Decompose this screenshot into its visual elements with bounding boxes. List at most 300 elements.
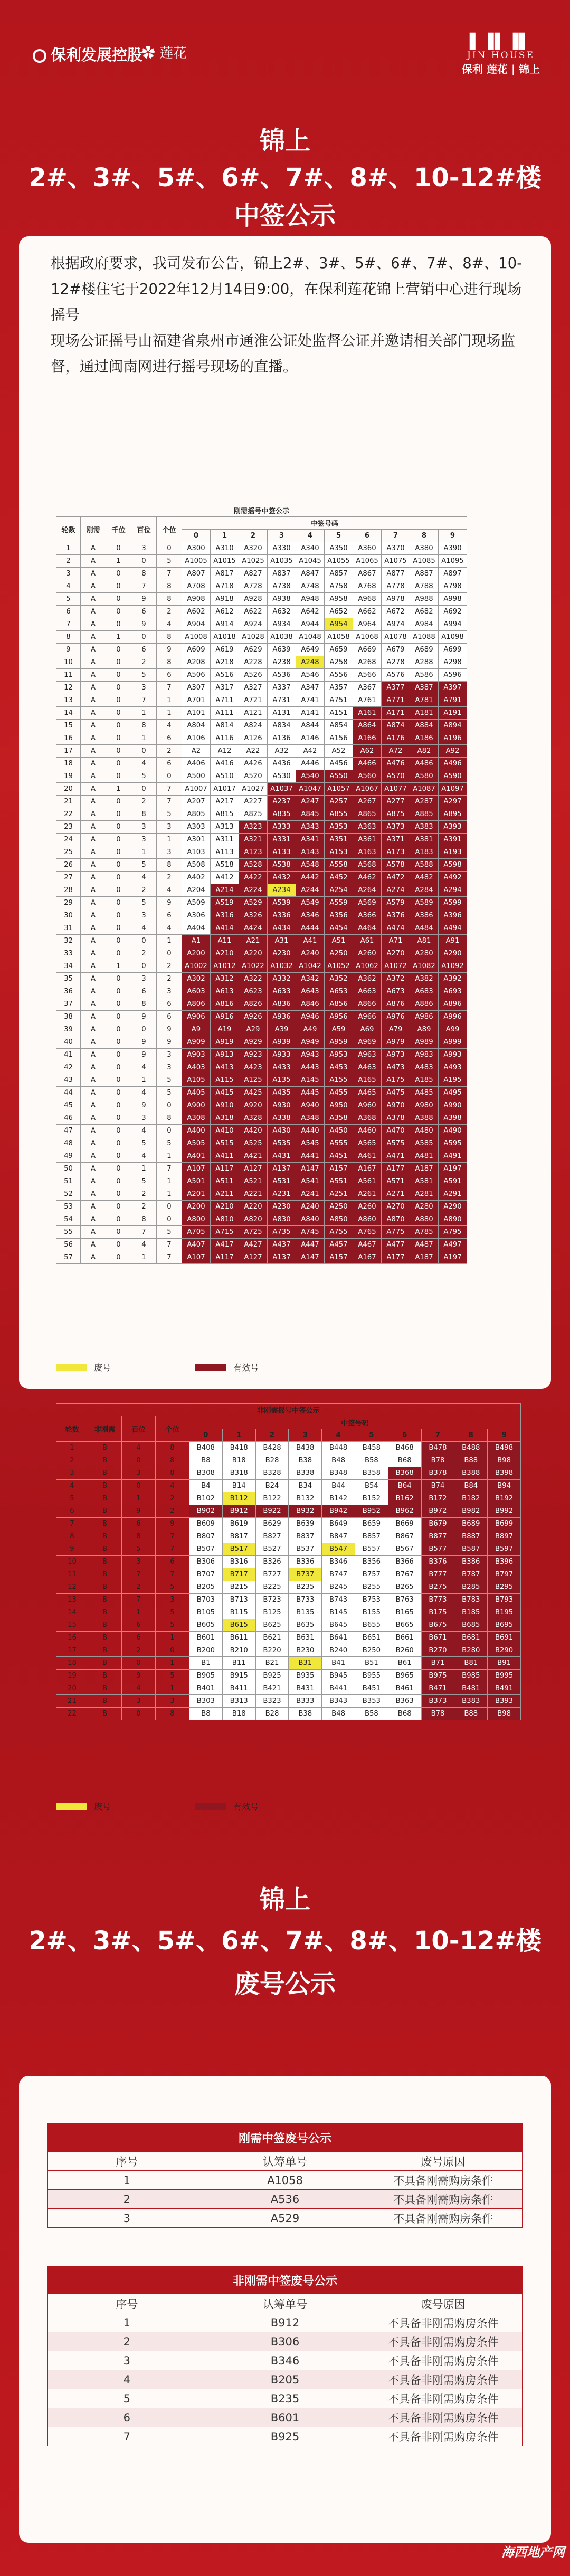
row-cell: 6 [122,1518,156,1530]
lottery-number-cell: B34 [289,1480,322,1492]
row-cell: 3 [131,909,157,922]
lottery-number-cell: A197 [439,1251,467,1264]
lottery-number-cell: B478 [421,1442,454,1454]
lottery-number-cell: B353 [355,1695,388,1708]
table-row [56,834,467,846]
row-cell: 8 [157,656,182,669]
lottery-number-cell: A814 [211,720,239,732]
lottery-number-cell: A949 [296,1036,325,1049]
lottery-number-cell: A425 [239,1087,268,1099]
row-cell: 5 [56,593,81,606]
table-row [56,1049,467,1061]
row-cell: 0 [157,770,182,783]
lottery-number-cell: A580 [410,770,439,783]
lottery-number-cell: A446 [296,758,325,770]
row-cell: 7 [157,1163,182,1175]
table-row [56,1581,521,1594]
lottery-number-cell: B491 [488,1682,521,1695]
lottery-number-cell: A421 [239,1150,268,1163]
lottery-number-cell: A224 [239,884,268,897]
row-cell: 2 [56,555,81,568]
table-row [56,758,467,770]
lottery-number-cell: A765 [353,1226,382,1239]
row-cell: 26 [56,859,81,872]
lottery-number-cell: A59 [325,1023,353,1036]
row-cell: 4 [131,922,157,935]
row-cell: A [81,1137,106,1150]
lottery-number-cell: A689 [410,644,439,656]
lottery-number-cell: A827 [239,568,268,580]
lottery-number-cell: A280 [410,947,439,960]
lottery-number-cell: B240 [322,1644,355,1657]
announcement-para-2: 现场公证摇号由福建省泉州市通淮公证处监督公证并邀请相关部门现场监督，通过闽南网进行摇号现场的直播。 [51,332,515,375]
lottery-number-cell: A990 [439,1099,467,1112]
row-cell: 8 [131,808,157,821]
lottery-number-cell: A876 [382,998,410,1011]
lottery-number-cell: A589 [410,897,439,909]
waste-cell: B306 [206,2332,364,2351]
lottery-number-cell: B401 [189,1682,223,1695]
lottery-number-cell: A362 [353,973,382,985]
table-row [56,973,467,985]
table-row [56,707,467,720]
lottery-number-cell: A1045 [296,555,325,568]
lottery-number-cell: A711 [211,694,239,707]
lottery-number-cell: A238 [268,656,296,669]
lottery-number-cell: A546 [296,669,325,682]
lottery-number-cell: B303 [189,1695,223,1708]
lottery-number-cell: A442 [296,872,325,884]
lottery-number-cell: A923 [239,1049,268,1061]
row-cell: 6 [157,732,182,745]
lottery-number-cell: A906 [182,1011,211,1023]
lottery-number-cell: A431 [268,1150,296,1163]
lottery-number-cell: B877 [421,1530,454,1543]
waste-cell: 不具备非刚需购房条件 [364,2332,522,2351]
lottery-number-cell: A133 [268,846,296,859]
lottery-number-cell: B88 [454,1454,488,1467]
row-cell: 7 [156,1530,189,1543]
row-cell: 1 [157,1150,182,1163]
lottery-number-cell: A373 [382,821,410,834]
lottery-number-cell: A435 [268,1087,296,1099]
row-cell: 4 [157,922,182,935]
lottery-number-cell: B98 [488,1454,521,1467]
lottery-number-cell: B743 [322,1594,355,1606]
lottery-number-cell: B952 [355,1505,388,1518]
lottery-number-cell: A1 [182,935,211,947]
table-row [56,1530,521,1543]
row-cell: 39 [56,1023,81,1036]
lottery-number-cell: A1097 [439,783,467,796]
sec1-line3: 中签公示 [234,201,336,231]
row-cell: 8 [157,631,182,644]
lottery-number-cell: A423 [239,1061,268,1074]
lottery-number-cell: B48 [322,1454,355,1467]
lottery-number-cell: A820 [239,1213,268,1226]
table-row [56,796,467,808]
lottery-number-cell: A221 [239,1188,268,1201]
row-cell: B [88,1505,122,1518]
table-row [56,1556,521,1568]
row-cell: A [81,796,106,808]
waste-number-cell: A234 [268,884,296,897]
lottery-number-cell: A485 [410,1087,439,1099]
table-row [56,947,467,960]
lottery-number-cell: A228 [239,656,268,669]
lottery-number-cell: A568 [353,859,382,872]
lottery-number-cell: A274 [382,884,410,897]
waste-row [48,2370,522,2389]
legend-valid-label: 有效号 [233,1363,259,1373]
lottery-number-cell: A953 [325,1049,353,1061]
waste-header-row [48,2294,522,2313]
table-row [56,593,467,606]
lottery-number-cell: B458 [355,1442,388,1454]
row-cell: 9 [157,1023,182,1036]
lottery-number-cell: A1087 [410,783,439,796]
lottery-number-cell: A121 [239,707,268,720]
table-row [56,1644,521,1657]
lottery-number-cell: A92 [439,745,467,758]
lottery-number-cell: A518 [211,859,239,872]
row-cell: 1 [156,1657,189,1670]
lottery-number-cell: A390 [439,542,467,555]
lottery-number-cell: A284 [410,884,439,897]
lottery-number-cell: B451 [355,1682,388,1695]
lottery-number-cell: A31 [268,935,296,947]
lottery-number-cell: A113 [211,846,239,859]
waste-cell: 6 [48,2408,206,2427]
row-cell: 3 [131,973,157,985]
row-cell: 6 [157,909,182,922]
row-cell: B [88,1530,122,1543]
row-cell: A [81,998,106,1011]
lottery-number-cell: A826 [239,998,268,1011]
lottery-number-cell: A994 [439,618,467,631]
digit-header: 1 [211,530,239,542]
row-cell: 19 [56,1670,88,1682]
lottery-number-cell: A854 [325,720,353,732]
lottery-number-cell: A383 [410,821,439,834]
lottery-number-cell: B44 [322,1480,355,1492]
lottery-number-cell: B58 [355,1454,388,1467]
legend-waste-label-2: 废号 [94,1802,111,1812]
lottery-number-cell: A890 [439,1213,467,1226]
lottery-number-cell: A578 [382,859,410,872]
table-row [56,1467,521,1480]
row-cell: 0 [106,1201,131,1213]
nonrigid-waste-table-wrap [48,2266,522,2446]
lottery-number-cell: B629 [255,1518,289,1530]
lottery-number-cell: A963 [353,1049,382,1061]
row-cell: A [81,846,106,859]
row-cell: A [81,1099,106,1112]
lottery-number-cell: A366 [353,909,382,922]
lottery-number-cell: A556 [325,669,353,682]
lottery-number-cell: A781 [410,694,439,707]
row-cell: 0 [131,783,157,796]
sec1-line2: 2#、3#、5#、6#、7#、8#、10-12#楼 [28,163,542,193]
table-row [56,1188,467,1201]
digit-header: 7 [382,530,410,542]
row-cell: 0 [106,1023,131,1036]
lottery-number-cell: A186 [410,732,439,745]
waste-cell: 1 [48,2313,206,2332]
lottery-number-cell: B336 [289,1556,322,1568]
lottery-number-cell: A146 [296,732,325,745]
lottery-number-cell: B21 [255,1657,289,1670]
lottery-number-cell: A785 [410,1226,439,1239]
row-cell: 0 [106,1036,131,1049]
row-cell: 4 [131,872,157,884]
lottery-number-cell: B733 [289,1594,322,1606]
lottery-number-cell: A301 [182,834,211,846]
lottery-number-cell: A480 [410,1125,439,1137]
row-cell: 0 [106,796,131,808]
lottery-number-cell: A376 [382,909,410,922]
row-cell: 2 [131,656,157,669]
nonrigid-legend [56,1800,259,1812]
lottery-number-cell: A495 [439,1087,467,1099]
lottery-number-cell: A1037 [268,783,296,796]
lottery-number-cell: A267 [353,796,382,808]
lottery-number-cell: A956 [325,1011,353,1023]
lottery-number-cell: A391 [439,834,467,846]
lottery-number-cell: B84 [454,1480,488,1492]
waste-cell: 2 [48,2332,206,2351]
lottery-number-cell: A885 [410,808,439,821]
lottery-number-cell: A175 [382,1074,410,1087]
lottery-number-cell: A506 [182,669,211,682]
lottery-number-cell: A1052 [325,960,353,973]
lottery-number-cell: A231 [268,1188,296,1201]
lottery-number-cell: B64 [388,1480,421,1492]
lottery-number-cell: B172 [421,1492,454,1505]
row-cell: 0 [106,998,131,1011]
row-cell: 0 [157,1125,182,1137]
lottery-number-cell: B757 [355,1568,388,1581]
row-cell: 1 [157,1175,182,1188]
digit-header: 0 [182,530,211,542]
table-row [56,656,467,669]
lottery-number-cell: A306 [182,909,211,922]
row-cell: 7 [157,568,182,580]
lottery-number-cell: A983 [410,1049,439,1061]
lottery-number-cell: A940 [296,1099,325,1112]
row-cell: 3 [156,1594,189,1606]
row-cell: 0 [131,960,157,973]
lottery-number-cell: A49 [296,1023,325,1036]
lottery-number-cell: A351 [325,834,353,846]
header-a-1: 刚需 [81,517,106,542]
lottery-number-cell: A200 [182,947,211,960]
lottery-number-cell: A778 [382,580,410,593]
row-cell: A [81,669,106,682]
lottery-number-cell: A294 [439,884,467,897]
lottery-number-cell: B932 [289,1505,322,1518]
waste-row [48,2313,522,2332]
row-cell: 0 [106,745,131,758]
lottery-number-cell: B649 [322,1518,355,1530]
row-cell: B [88,1682,122,1695]
lottery-number-cell: A877 [382,568,410,580]
lottery-number-cell: A381 [410,834,439,846]
lottery-number-cell: A860 [353,1213,382,1226]
header-a-2: 千位 [106,517,131,542]
row-cell: 3 [131,834,157,846]
lottery-number-cell: A91 [439,935,467,947]
lottery-number-cell: A978 [382,593,410,606]
lottery-number-cell: B81 [454,1657,488,1670]
lottery-number-cell: B659 [355,1518,388,1530]
table-row [56,1695,521,1708]
lottery-number-cell: A1065 [353,555,382,568]
table-row [56,1543,521,1556]
row-cell: 5 [131,1175,157,1188]
row-cell: A [81,1188,106,1201]
lottery-number-cell: A576 [382,669,410,682]
lottery-number-cell: A629 [239,644,268,656]
lottery-number-cell: A887 [410,568,439,580]
table-row [56,1023,467,1036]
waste-cell: B235 [206,2389,364,2408]
lottery-number-cell: A415 [211,1087,239,1099]
header-b-3: 个位 [156,1416,189,1442]
lottery-number-cell: A210 [211,1201,239,1213]
lottery-number-cell: B763 [388,1594,421,1606]
lottery-number-cell: A461 [353,1150,382,1163]
sec1-line1: 锦上 [259,126,310,156]
lottery-number-cell: A9 [182,1023,211,1036]
lottery-number-cell: B260 [388,1644,421,1657]
row-cell: 1 [106,783,131,796]
lottery-number-cell: B621 [255,1632,289,1644]
lottery-number-cell: A870 [382,1213,410,1226]
lottery-number-cell: A167 [353,1251,382,1264]
row-cell: 1 [131,732,157,745]
lottery-number-cell: A579 [382,897,410,909]
header-a-4: 个位 [157,517,182,542]
lottery-number-cell: A1048 [296,631,325,644]
row-cell: 47 [56,1125,81,1137]
lottery-number-cell: A260 [353,947,382,960]
lottery-number-cell: B428 [255,1442,289,1454]
lottery-number-cell: A207 [182,796,211,808]
lottery-number-cell: B220 [255,1644,289,1657]
lottery-number-cell: B408 [189,1442,223,1454]
row-cell: A [81,694,106,707]
lottery-number-cell: A452 [325,872,353,884]
row-cell: A [81,985,106,998]
lottery-number-cell: A561 [353,1175,382,1188]
lottery-number-cell: A141 [296,707,325,720]
row-cell: 0 [106,947,131,960]
row-cell: 4 [157,884,182,897]
building-bars-icon: ▌▐▌▐▌ [470,33,532,50]
row-cell: 0 [106,909,131,922]
lottery-number-cell: A731 [268,694,296,707]
row-cell: 0 [131,1023,157,1036]
lottery-number-cell: A623 [239,985,268,998]
lottery-number-cell: B132 [289,1492,322,1505]
lottery-number-cell: A455 [325,1087,353,1099]
row-cell: 0 [106,758,131,770]
lottery-number-cell: A1047 [296,783,325,796]
row-cell: 8 [156,1454,189,1467]
lottery-number-cell: A999 [439,1036,467,1049]
lottery-number-cell: B105 [189,1606,223,1619]
lottery-number-cell: A984 [410,618,439,631]
lottery-number-cell: A447 [296,1239,325,1251]
row-cell: 0 [157,947,182,960]
lottery-number-cell: B753 [355,1594,388,1606]
lottery-number-cell: A673 [382,985,410,998]
lottery-number-cell: A237 [268,796,296,808]
lottery-number-cell: A900 [182,1099,211,1112]
waste-cell: A529 [206,2209,364,2228]
group-header: 中签号码 [189,1416,521,1429]
row-cell: 2 [157,973,182,985]
lottery-number-cell: B373 [421,1695,454,1708]
rigid-legend [56,1361,259,1373]
lottery-number-cell: A748 [296,580,325,593]
lottery-number-cell: A382 [410,973,439,985]
lottery-number-cell: B313 [222,1695,255,1708]
row-cell: 2 [157,960,182,973]
lottery-number-cell: A515 [211,1137,239,1150]
row-cell: 0 [106,1074,131,1087]
lottery-number-cell: A788 [410,580,439,593]
table-row [56,770,467,783]
lottery-number-cell: A968 [353,593,382,606]
row-cell: A [81,884,106,897]
lottery-number-cell: A103 [182,846,211,859]
lottery-number-cell: A541 [296,1175,325,1188]
table-row [56,606,467,618]
row-cell: 9 [157,1036,182,1049]
row-cell: 3 [157,821,182,834]
row-cell: A [81,1023,106,1036]
row-cell: 5 [131,669,157,682]
table-row [56,542,467,555]
lottery-number-cell: A433 [268,1061,296,1074]
row-cell: 0 [106,618,131,631]
row-cell: 52 [56,1188,81,1201]
lottery-number-cell: B18 [222,1708,255,1720]
lottery-number-cell: A989 [410,1036,439,1049]
lottery-number-cell: B431 [289,1682,322,1695]
row-cell: 9 [56,1543,88,1556]
lottery-number-cell: A844 [296,720,325,732]
lottery-number-cell: A443 [296,1061,325,1074]
table-row [56,1087,467,1099]
lottery-number-cell: A1017 [211,783,239,796]
lottery-number-cell: A323 [239,821,268,834]
row-cell: 4 [131,758,157,770]
lottery-number-cell: B285 [454,1581,488,1594]
table-row [56,644,467,656]
lottery-number-cell: A89 [410,1023,439,1036]
waste-cell: 5 [48,2389,206,2408]
row-cell: 7 [157,682,182,694]
lottery-number-cell: B51 [355,1657,388,1670]
row-cell: 53 [56,1201,81,1213]
lottery-number-cell: A51 [325,935,353,947]
lianhua-name: 莲花 [159,45,187,61]
lottery-number-cell: A200 [182,1201,211,1213]
lottery-number-cell: A536 [268,669,296,682]
